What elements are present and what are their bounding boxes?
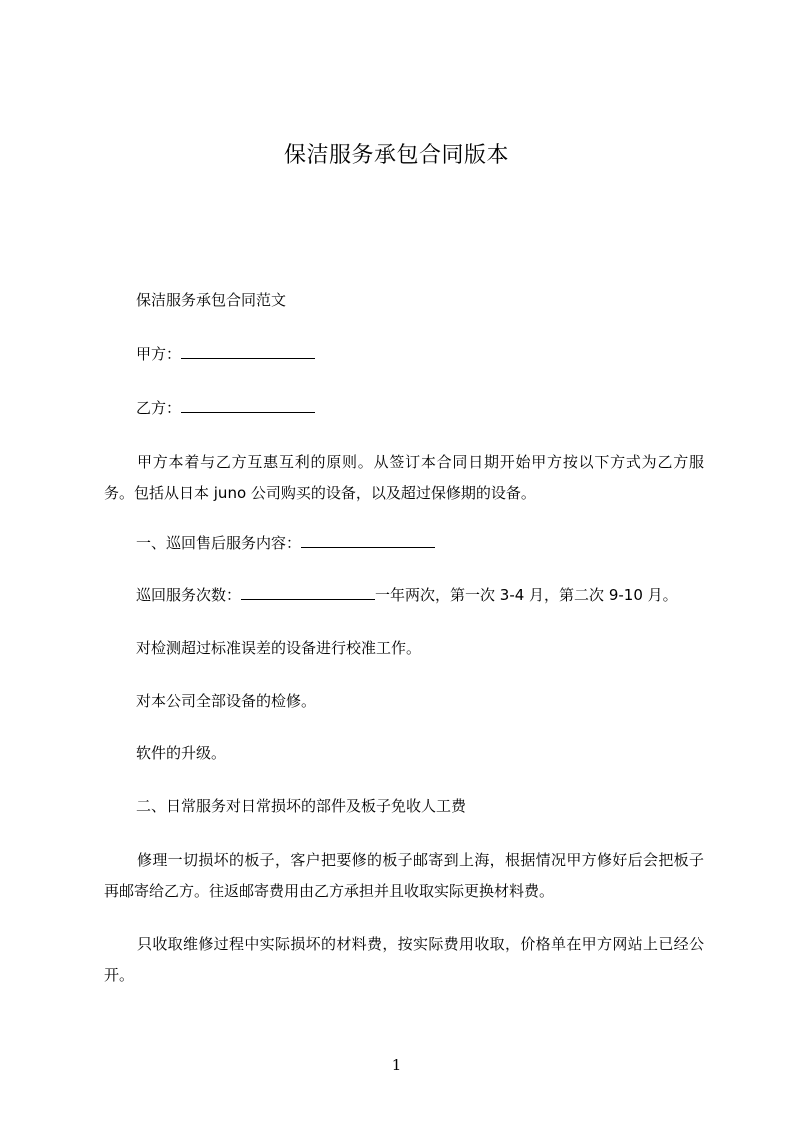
materials-paragraph: 只收取维修过程中实际损坏的材料费，按实际费用收取，价格单在甲方网站上已经公开。 xyxy=(104,935,704,984)
party-b-blank xyxy=(181,398,315,413)
intro-paragraph: 甲方本着与乙方互惠互利的原则。从签订本合同日期开始甲方按以下方式为乙方服务。包括从日本 juno 公司购买的设备，以及超过保修期的设备。 xyxy=(104,453,704,502)
page-number: 1 xyxy=(391,1056,402,1074)
party-b-line xyxy=(136,398,315,418)
party-b-label: 乙方： xyxy=(136,399,182,417)
repair-paragraph: 修理一切损坏的板子，客户把要修的板子邮寄到上海，根据情况甲方修好后会把板子再邮寄给乙方。往返邮寄费用由乙方承担并且收取实际更换材料费。 xyxy=(104,851,704,900)
visit-count-text: 一年两次，第一次 3-4 月，第二次 9-10 月。 xyxy=(375,586,678,604)
section1-heading: 一、巡回售后服务内容： xyxy=(136,534,302,552)
item-software: 软件的升级。 xyxy=(136,744,227,762)
section2-heading: 二、日常服务对日常损坏的部件及板子免收人工费 xyxy=(136,797,467,815)
section1-line xyxy=(136,533,435,553)
document-title: 保洁服务承包合同版本 xyxy=(283,143,509,168)
item-calibration: 对检测超过标准误差的设备进行校准工作。 xyxy=(136,639,422,657)
party-a-line xyxy=(136,344,315,364)
section1-blank xyxy=(301,533,435,548)
visit-count-label: 巡回服务次数： xyxy=(136,586,242,604)
item-repair: 对本公司全部设备的检修。 xyxy=(136,692,317,710)
visit-count-line xyxy=(136,585,678,605)
party-a-label: 甲方： xyxy=(136,345,182,363)
document-subtitle: 保洁服务承包合同范文 xyxy=(136,291,287,309)
visit-count-blank xyxy=(241,585,375,600)
party-a-blank xyxy=(181,344,315,359)
